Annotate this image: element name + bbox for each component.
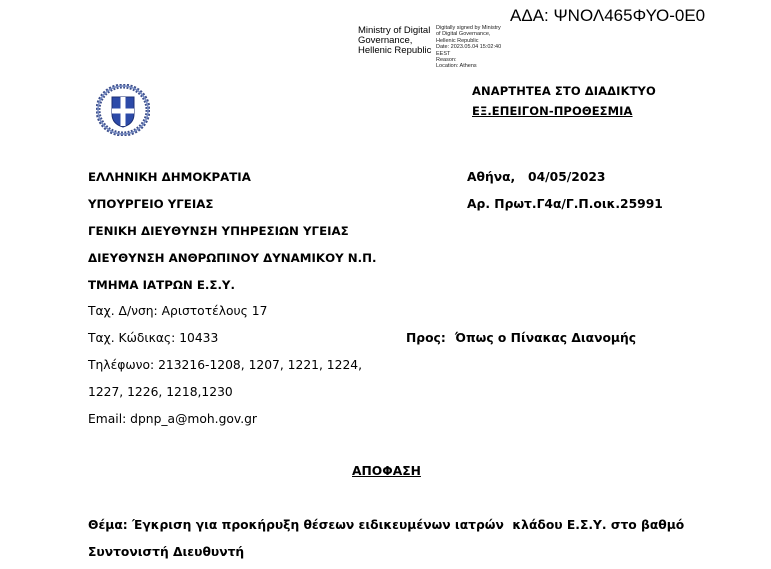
urgency-notice: ΕΞ.ΕΠΕΙΓΟΝ-ΠΡΟΘΕΣΜΙΑ (472, 104, 633, 118)
sender-phone-continued: 1227, 1226, 1218,1230 (88, 385, 233, 399)
signature-detail-line: Date: 2023.05.04 15:02:40 (436, 44, 502, 51)
signature-detail-line: of Digital Governance, (436, 31, 491, 38)
signature-detail-line: Reason: (436, 57, 457, 64)
recipient-label: Προς: (406, 331, 446, 345)
sender-email: Email: dpnp_a@moh.gov.gr (88, 412, 257, 426)
place-date: Αθήνα, 04/05/2023 (467, 170, 606, 184)
signature-signer: Ministry of Digital Governance, Hellenic Republic (358, 25, 432, 56)
recipient-value: Όπως ο Πίνακας Διανομής (455, 331, 637, 345)
signature-detail-line: EEST (436, 50, 451, 57)
posting-notice: ΑΝΑΡΤΗΤΕΑ ΣΤΟ ΔΙΑΔΙΚΤΥΟ (472, 84, 656, 98)
signature-detail-line: Location: Athens (436, 63, 477, 70)
ada-code: ΑΔΑ: ΨΝΟΛ465ΦΥΟ-0Ε0 (510, 6, 706, 25)
subject-line: Θέμα: Έγκριση για προκήρυξη θέσεων ειδικευμένων ιατρών κλάδου Ε.Σ.Υ. στο βαθμό (88, 518, 685, 532)
sender-line: ΤΜΗΜΑ ΙΑΤΡΩΝ Ε.Σ.Υ. (88, 278, 235, 292)
sender-line: ΥΠΟΥΡΓΕΙΟ ΥΓΕΙΑΣ (88, 197, 214, 211)
subject-line-continued: Συντονιστή Διευθυντή (88, 545, 245, 559)
sender-address: Ταχ. Δ/νση: Αριστοτέλους 17 (88, 304, 268, 318)
sender-phone: Τηλέφωνο: 213216-1208, 1207, 1221, 1224, (88, 358, 363, 372)
signature-detail-line: Digitally signed by Ministry (436, 25, 501, 31)
greek-emblem-icon (96, 84, 150, 136)
sender-line: ΓΕΝΙΚΗ ΔΙΕΥΘΥΝΣΗ ΥΠΗΡΕΣΙΩΝ ΥΓΕΙΑΣ (88, 224, 349, 238)
sender-postal-code: Ταχ. Κώδικας: 10433 (88, 331, 219, 345)
sender-line: ΔΙΕΥΘΥΝΣΗ ΑΝΘΡΩΠΙΝΟΥ ΔΥΝΑΜΙΚΟΥ Ν.Π. (88, 251, 377, 265)
signature-details (436, 25, 501, 70)
protocol-number: Αρ. Πρωτ.Γ4α/Γ.Π.οικ.25991 (467, 197, 663, 211)
decision-title: ΑΠΟΦΑΣΗ (352, 464, 421, 478)
signature-detail-line: Hellenic Republic (436, 37, 479, 44)
sender-line: ΕΛΛΗΝΙΚΗ ΔΗΜΟΚΡΑΤΙΑ (88, 170, 251, 184)
